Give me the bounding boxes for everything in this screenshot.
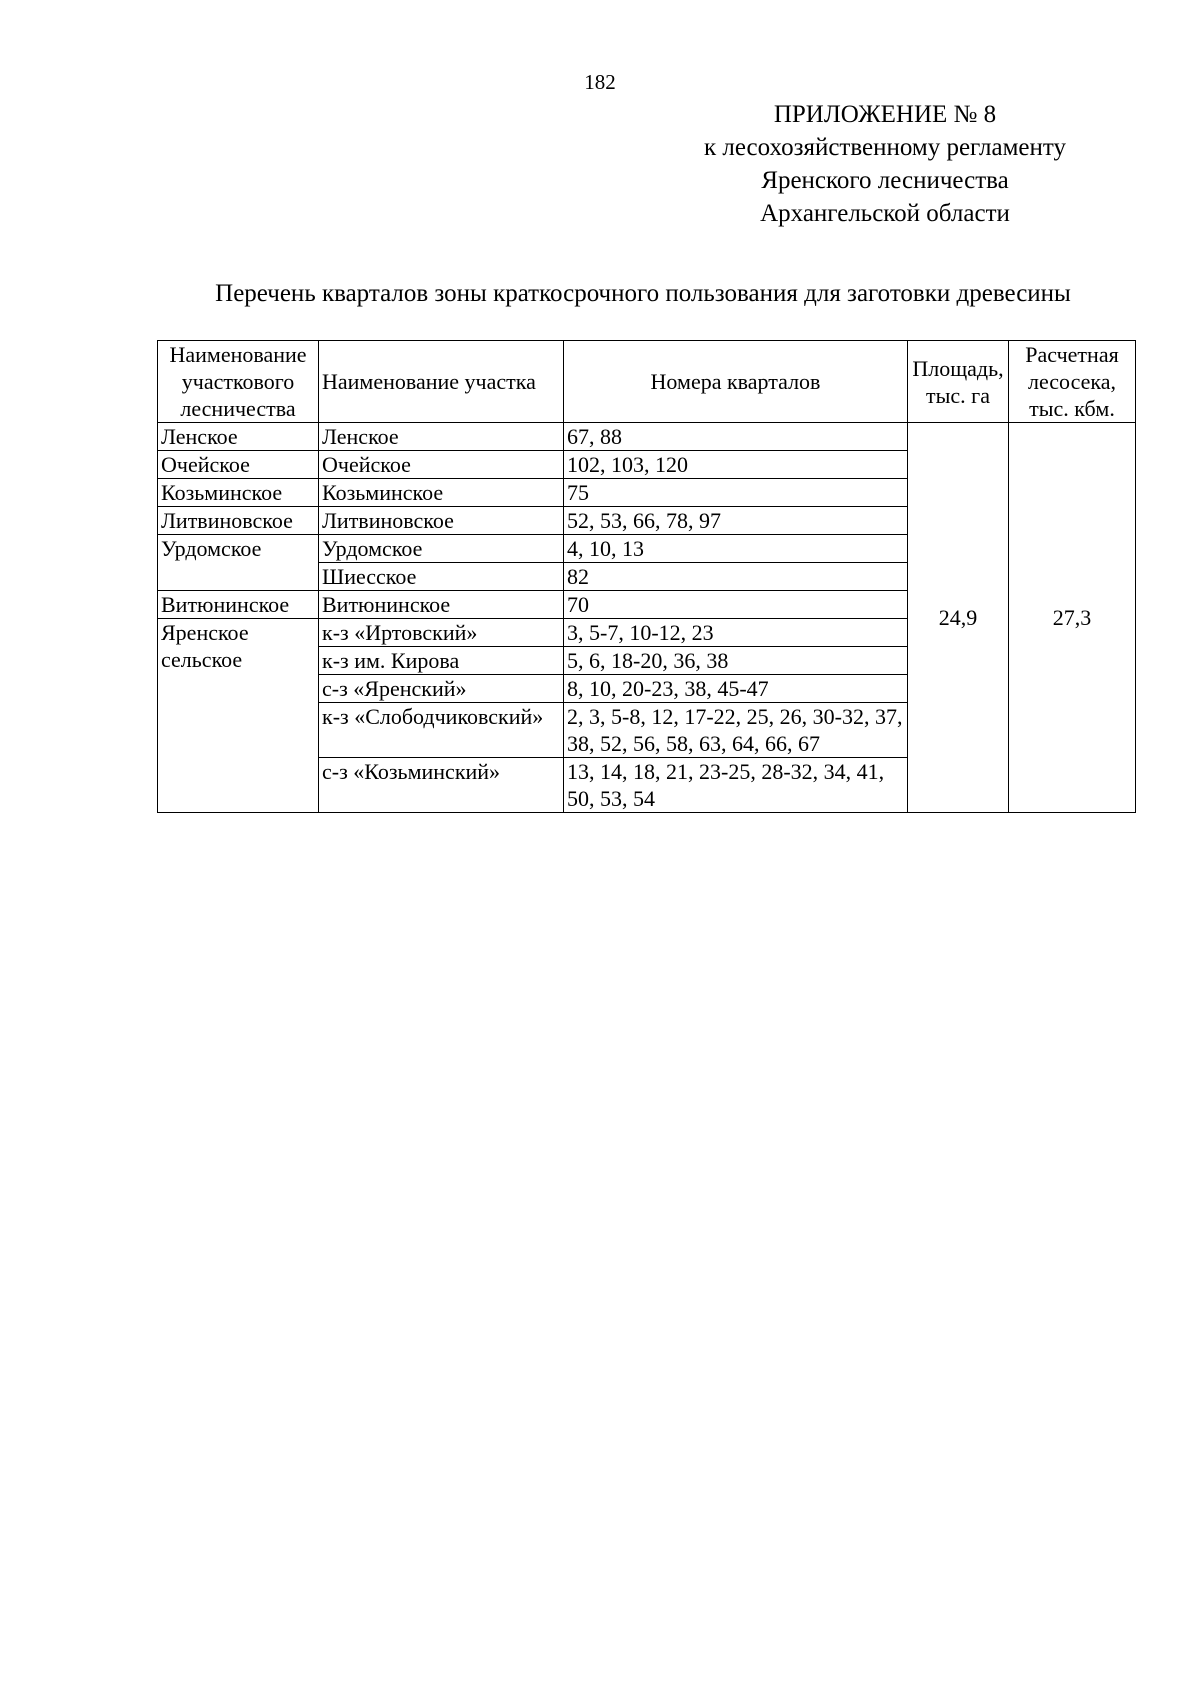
header-cutting: Расчетная лесосека, тыс. кбм.	[1009, 341, 1136, 423]
cell-plot: Козьминское	[319, 479, 564, 507]
cell-forestry: Очейское	[158, 451, 319, 479]
cell-plot: с-з «Яренский»	[319, 675, 564, 703]
header-forestry: Наименование участкового лесничества	[158, 341, 319, 423]
cell-forestry: Яренское сельское	[158, 619, 319, 813]
header-area: Площадь, тыс. га	[908, 341, 1009, 423]
cell-forestry: Литвиновское	[158, 507, 319, 535]
cell-total-cutting: 27,3	[1009, 423, 1136, 813]
cell-total-area: 24,9	[908, 423, 1009, 813]
page-number: 182	[584, 70, 616, 94]
cell-plot: к-з «Иртовский»	[319, 619, 564, 647]
cell-forestry: Витюнинское	[158, 591, 319, 619]
cell-quarters: 8, 10, 20-23, 38, 45-47	[564, 675, 908, 703]
cell-plot: Очейское	[319, 451, 564, 479]
cell-plot: Ленское	[319, 423, 564, 451]
appendix-header	[655, 98, 1115, 230]
cell-quarters: 5, 6, 18-20, 36, 38	[564, 647, 908, 675]
cell-plot: Литвиновское	[319, 507, 564, 535]
cell-quarters: 70	[564, 591, 908, 619]
appendix-line-forestry: Яренского лесничества	[761, 167, 1009, 194]
cell-quarters: 13, 14, 18, 21, 23-25, 28-32, 34, 41, 50, 53, 54	[564, 758, 908, 813]
cell-quarters: 75	[564, 479, 908, 507]
cell-forestry: Козьминское	[158, 479, 319, 507]
cell-plot: к-з им. Кирова	[319, 647, 564, 675]
cell-quarters: 3, 5-7, 10-12, 23	[564, 619, 908, 647]
cell-quarters: 82	[564, 563, 908, 591]
cell-plot: Урдомское	[319, 535, 564, 563]
cell-quarters: 67, 88	[564, 423, 908, 451]
appendix-line-region: Архангельской области	[760, 200, 1010, 227]
cell-quarters: 52, 53, 66, 78, 97	[564, 507, 908, 535]
cell-plot: Шиесское	[319, 563, 564, 591]
header-plot: Наименование участка	[319, 341, 564, 423]
header-quarters: Номера кварталов	[564, 341, 908, 423]
quarters-table	[157, 340, 1136, 813]
appendix-line-regulation: к лесохозяйственному регламенту	[703, 134, 1067, 161]
cell-forestry: Урдомское	[158, 535, 319, 591]
document-title: Перечень кварталов зоны краткосрочного пользования для заготовки древесины	[215, 280, 1071, 307]
cell-plot: с-з «Козьминский»	[319, 758, 564, 813]
cell-quarters: 4, 10, 13	[564, 535, 908, 563]
cell-forestry: Ленское	[158, 423, 319, 451]
cell-plot: к-з «Слободчиковский»	[319, 703, 564, 758]
cell-plot: Витюнинское	[319, 591, 564, 619]
appendix-title: ПРИЛОЖЕНИЕ № 8	[773, 101, 997, 128]
table-row	[158, 423, 1136, 451]
table-header-row	[158, 341, 1136, 423]
cell-quarters: 102, 103, 120	[564, 451, 908, 479]
cell-quarters: 2, 3, 5-8, 12, 17-22, 25, 26, 30-32, 37, 38, 52, 56, 58, 63, 64, 66, 67	[564, 703, 908, 758]
